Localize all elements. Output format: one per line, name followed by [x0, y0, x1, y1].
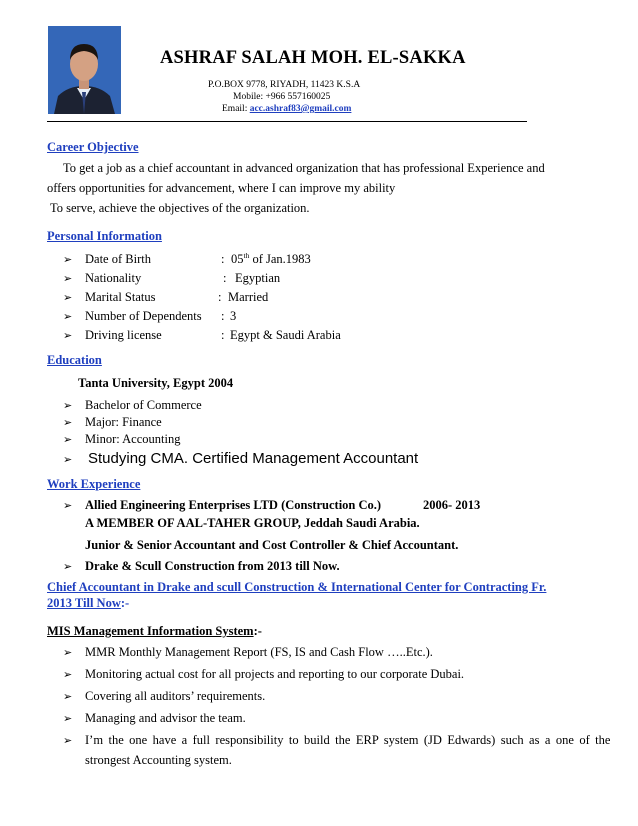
bullet-arrow-icon: ➢	[63, 668, 73, 681]
work-company: Drake & Scull Construction from 2013 till Now.	[85, 559, 340, 573]
bullet-arrow-icon: ➢	[63, 399, 73, 412]
mis-item-text: MMR Monthly Management Report (FS, IS and Cash Flow …..Etc.).	[85, 645, 433, 659]
personal-item-label: Driving license	[85, 328, 162, 342]
email-link[interactable]: acc.ashraf83@gmail.com	[249, 104, 352, 114]
bullet-arrow-icon: ➢	[63, 453, 73, 466]
personal-item-sep: :	[221, 252, 225, 266]
work-experience-heading: Work Experience	[47, 477, 141, 491]
chief-accountant-period: 2013 Till Now:-	[47, 596, 130, 610]
mis-item-text: Monitoring actual cost for all projects and reporting to our corporate Dubai.	[85, 667, 465, 681]
personal-item-label: Marital Status	[85, 290, 156, 304]
work-company: Allied Engineering Enterprises LTD (Construction Co.)	[85, 498, 382, 512]
career-objective-line: To serve, achieve the objectives of the organization.	[50, 201, 310, 215]
personal-item-sep: :	[221, 328, 225, 342]
bullet-arrow-icon: ➢	[63, 272, 73, 285]
bullet-arrow-icon: ➢	[63, 433, 73, 446]
bullet-arrow-icon: ➢	[63, 499, 73, 512]
career-objective-line: offers opportunities for advancement, where I can improve my ability	[47, 181, 396, 195]
header-divider	[47, 121, 527, 122]
personal-item-sep: :	[221, 309, 225, 323]
personal-item-label: Number of Dependents	[85, 309, 202, 323]
profile-photo	[48, 26, 121, 114]
work-role: Junior & Senior Accountant and Cost Controller & Chief Accountant.	[85, 538, 459, 552]
mis-item-text: Managing and advisor the team.	[85, 711, 246, 725]
personal-information-heading: Personal Information	[47, 229, 162, 243]
education-university: Tanta University, Egypt 2004	[78, 376, 234, 390]
bullet-arrow-icon: ➢	[63, 329, 73, 342]
applicant-name: ASHRAF SALAH MOH. EL-SAKKA	[160, 48, 466, 68]
chief-accountant-period-link: 2013 Till Now	[47, 596, 121, 610]
mis-item-text: I’m the one have a full responsibility to build the ERP system (JD Edwards) such as a one of the	[85, 733, 611, 747]
personal-item-value: Egypt & Saudi Arabia	[230, 328, 341, 342]
education-item-text: Bachelor of Commerce	[85, 398, 202, 412]
bullet-arrow-icon: ➢	[63, 291, 73, 304]
personal-item-label: Nationality	[85, 271, 142, 285]
address-line: P.O.BOX 9778, RIYADH, 11423 K.S.A	[208, 80, 361, 90]
bullet-arrow-icon: ➢	[63, 690, 73, 703]
personal-item-value: 3	[230, 309, 237, 323]
work-company-group: A MEMBER OF AAL-TAHER GROUP, Jeddah Saudi Arabia.	[85, 516, 420, 530]
email-line	[222, 104, 351, 114]
education-cma-text: Studying CMA. Certified Management Accountant	[88, 450, 419, 467]
education-heading: Education	[47, 353, 102, 367]
mis-item-text: Covering all auditors’ requirements.	[85, 689, 266, 703]
bullet-arrow-icon: ➢	[63, 646, 73, 659]
bullet-arrow-icon: ➢	[63, 416, 73, 429]
email-label: Email:	[222, 104, 250, 114]
work-years: 2006- 2013	[423, 498, 481, 512]
mis-item-text-cont: strongest Accounting system.	[85, 753, 232, 767]
bullet-arrow-icon: ➢	[63, 712, 73, 725]
mis-heading: MIS Management Information System:-	[47, 624, 262, 638]
education-item-text: Minor: Accounting	[85, 432, 181, 446]
bullet-arrow-icon: ➢	[63, 560, 73, 573]
career-objective-heading: Career Objective	[47, 140, 139, 154]
personal-item-value: 05th of Jan.1983	[231, 250, 311, 266]
portrait-image	[48, 26, 121, 114]
bullet-arrow-icon: ➢	[63, 310, 73, 323]
personal-item-value: Egyptian	[235, 271, 281, 285]
personal-item-value: Married	[228, 290, 269, 304]
education-item-text: Major: Finance	[85, 415, 162, 429]
mobile-line: Mobile: +966 557160025	[233, 92, 331, 102]
career-objective-line: To get a job as a chief accountant in advanced organization that has professional Experience and	[63, 161, 545, 175]
bullet-arrow-icon: ➢	[63, 734, 73, 747]
chief-accountant-heading: Chief Accountant in Drake and scull Construction & International Center for Contracting Fr.	[47, 580, 547, 594]
personal-item-sep: :	[223, 271, 227, 285]
bullet-arrow-icon: ➢	[63, 253, 73, 266]
personal-item-label: Date of Birth	[85, 252, 151, 266]
personal-item-sep: :	[218, 290, 222, 304]
